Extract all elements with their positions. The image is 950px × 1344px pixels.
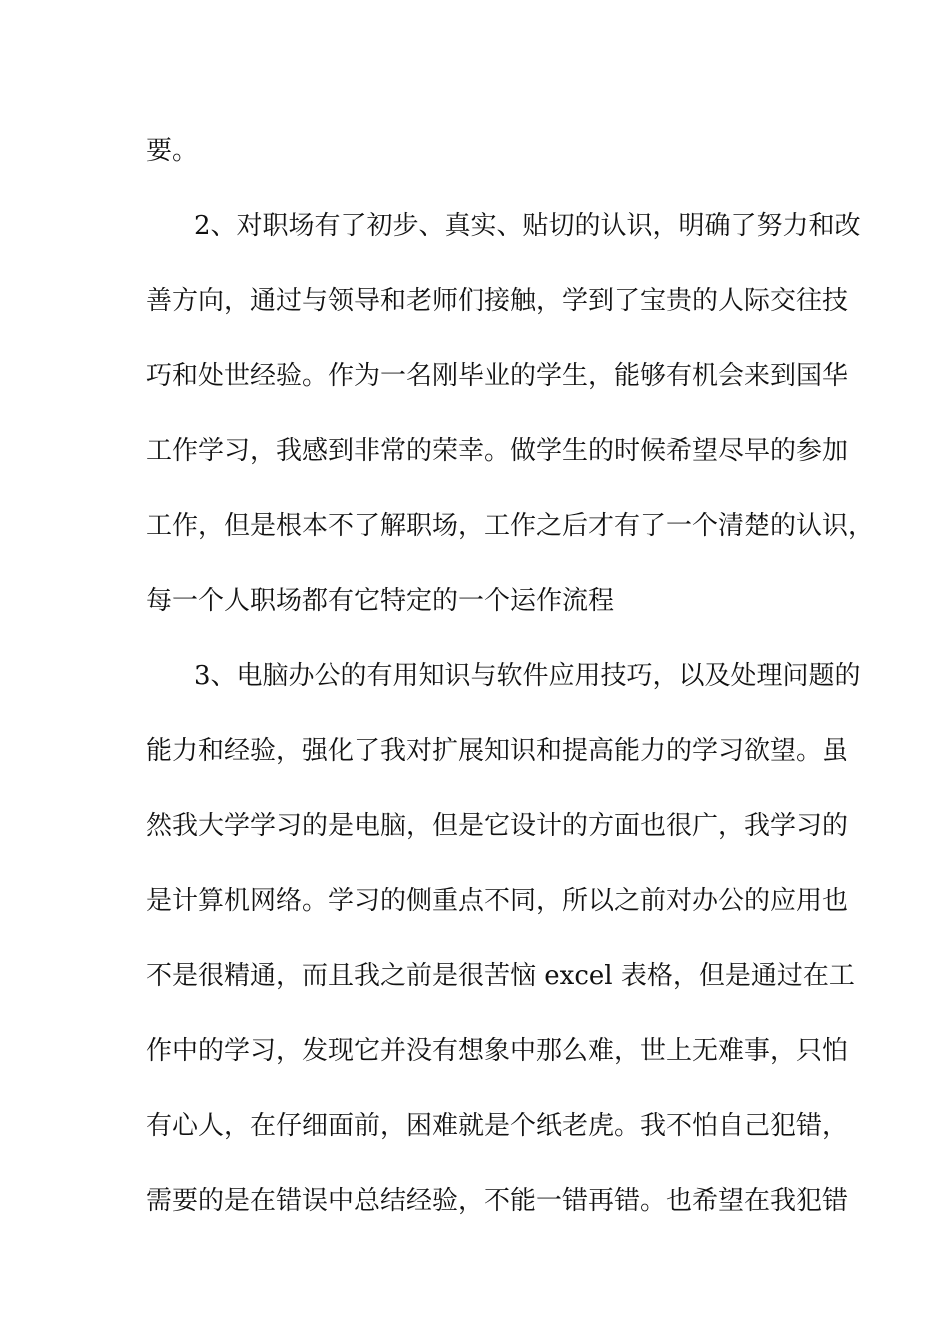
text-line: 能力和经验，强化了我对扩展知识和提高能力的学习欲望。虽	[146, 736, 849, 766]
text-line: 2、对职场有了初步、真实、贴切的认识，明确了努力和改	[194, 211, 861, 241]
text-line: 巧和处世经验。作为一名刚毕业的学生，能够有机会来到国华	[146, 361, 849, 391]
text-line: 善方向，通过与领导和老师们接触，学到了宝贵的人际交往技	[146, 286, 849, 316]
text-line: 不是很精通，而且我之前是很苦恼 excel 表格，但是通过在工	[146, 961, 855, 991]
text-line: 3、电脑办公的有用知识与软件应用技巧，以及处理问题的	[194, 661, 861, 691]
text-line: 有心人，在仔细面前，困难就是个纸老虎。我不怕自己犯错，	[146, 1111, 849, 1141]
text-line: 每一个人职场都有它特定的一个运作流程	[146, 586, 615, 616]
text-line: 作中的学习，发现它并没有想象中那么难，世上无难事，只怕	[146, 1036, 849, 1066]
text-line: 工作，但是根本不了解职场，工作之后才有了一个清楚的认识，	[146, 511, 875, 541]
text-line: 工作学习，我感到非常的荣幸。做学生的时候希望尽早的参加	[146, 436, 849, 466]
text-line: 需要的是在错误中总结经验，不能一错再错。也希望在我犯错	[146, 1186, 849, 1216]
text-line: 然我大学学习的是电脑，但是它设计的方面也很广，我学习的	[146, 811, 849, 841]
text-line: 是计算机网络。学习的侧重点不同，所以之前对办公的应用也	[146, 886, 849, 916]
text-line: 要。	[146, 136, 199, 166]
